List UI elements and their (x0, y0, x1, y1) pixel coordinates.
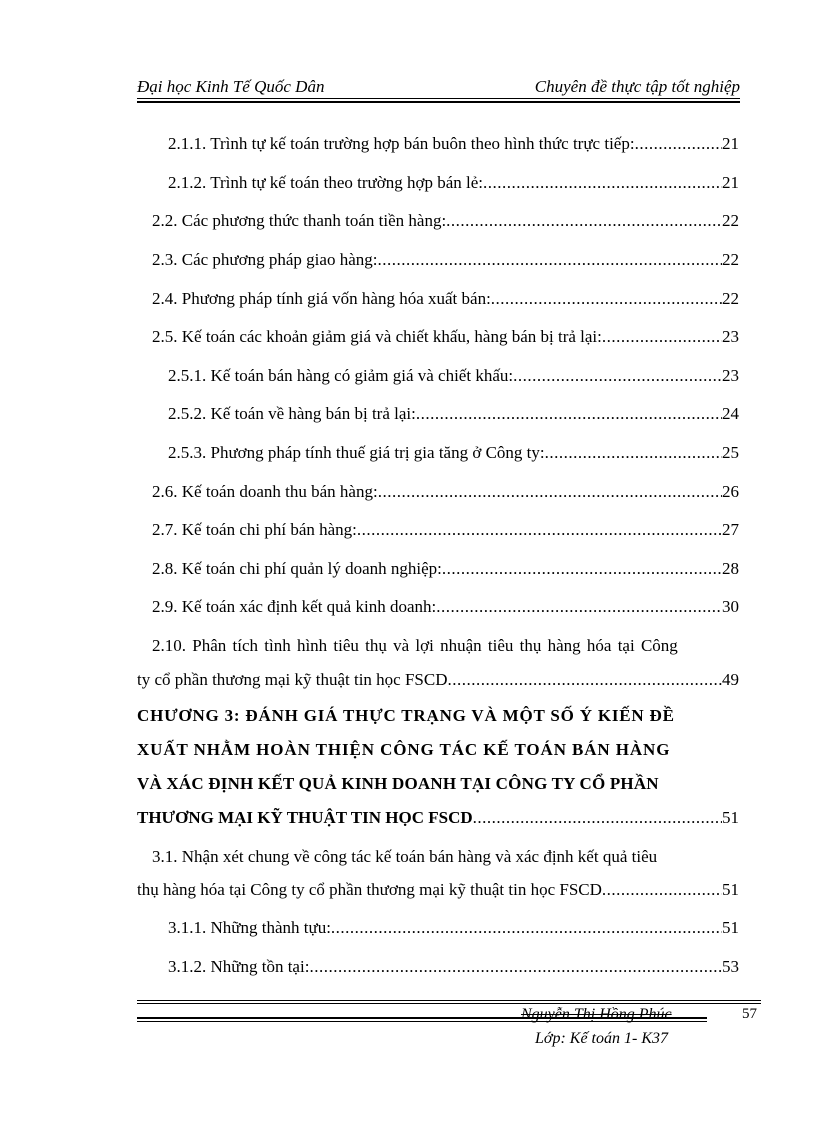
toc-entry-2-6 (152, 482, 739, 502)
toc-entry-title: 3.1.2. Những tồn tại: (168, 957, 310, 976)
toc-entry-title: 2.4. Phương pháp tính giá vốn hàng hóa xuất bán: (152, 289, 491, 308)
toc-leader-dots (635, 134, 722, 154)
toc-entry-title: 2.3. Các phương pháp giao hàng: (152, 250, 378, 269)
toc-leader-dots (378, 482, 722, 502)
toc-entry-title: 2.5.3. Phương pháp tính thuế giá trị gia tăng ở Công ty: (168, 443, 545, 462)
toc-entry-2-5-2 (168, 404, 739, 424)
toc-page-number: 28 (722, 559, 739, 578)
toc-leader-dots (442, 559, 722, 579)
header-rule (137, 98, 740, 99)
toc-entry-title: 3.1.1. Những thành tựu: (168, 918, 331, 937)
toc-leader-dots (416, 404, 722, 424)
toc-entry-title: 2.5.2. Kế toán về hàng bán bị trả lại: (168, 404, 416, 423)
toc-leader-dots (357, 520, 722, 540)
toc-page-number: 30 (722, 597, 739, 616)
toc-entry-title: 2.1.2. Trình tự kế toán theo trường hợp bán lẻ: (168, 173, 483, 192)
toc-page-number: 21 (722, 134, 739, 153)
toc-entry-2-9 (152, 597, 739, 617)
toc-entry-2-8 (152, 559, 739, 579)
toc-entry-3-1-line1: 3.1. Nhận xét chung về công tác kế toán bán hàng và xác định kết quả tiêu (152, 847, 658, 866)
toc-leader-dots (602, 880, 722, 900)
toc-page-number: 53 (722, 957, 739, 976)
chapter-3-heading-line3: VÀ XÁC ĐỊNH KẾT QUẢ KINH DOANH TẠI CÔNG TY CỔ PHẦN (137, 774, 659, 793)
page-header (137, 74, 740, 98)
toc-page-number: 23 (722, 366, 739, 385)
toc-entry-2-5-1 (168, 366, 739, 386)
toc-leader-dots (483, 173, 722, 193)
toc-page-number: 26 (722, 482, 739, 501)
toc-entry-3-1-line2 (137, 880, 739, 900)
toc-entry-title: 2.5.1. Kế toán bán hàng có giảm giá và chiết khấu: (168, 366, 514, 385)
toc-page-number: 27 (722, 520, 739, 539)
toc-leader-dots (448, 670, 723, 690)
toc-entry-title: 2.7. Kế toán chi phí bán hàng: (152, 520, 357, 539)
header-rule-thick (137, 101, 740, 103)
toc-page-number: 51 (722, 880, 739, 899)
toc-leader-dots (545, 443, 722, 463)
toc-entry-title: THƯƠNG MẠI KỸ THUẬT TIN HỌC FSCD (137, 808, 473, 827)
toc-entry-2-7 (152, 520, 739, 540)
toc-entry-2-10-line2 (137, 670, 739, 690)
toc-entry-title: 2.1.1. Trình tự kế toán trường hợp bán buôn theo hình thức trực tiếp: (168, 134, 635, 153)
toc-leader-dots (602, 327, 722, 347)
chapter-3-heading-line2: XUẤT NHẰM HOÀN THIỆN CÔNG TÁC KẾ TOÁN BÁN HÀNG (137, 740, 671, 759)
toc-page-number: 23 (722, 327, 739, 346)
toc-page-number: 21 (722, 173, 739, 192)
toc-leader-dots (513, 366, 722, 386)
toc-leader-dots (377, 250, 722, 270)
chapter-3-heading-line4 (137, 808, 739, 828)
header-report-title: Chuyên đề thực tập tốt nghiệp (534, 77, 740, 96)
toc-page-number: 22 (722, 289, 739, 308)
toc-entry-2-1-2 (168, 173, 739, 193)
toc-entry-2-1-1 (168, 134, 739, 154)
toc-entry-2-4 (152, 289, 739, 309)
toc-entry-3-1-2 (168, 957, 739, 977)
toc-page-number: 49 (722, 670, 739, 689)
footer-author-name: Nguyễn Thị Hồng Phúc (521, 1006, 672, 1023)
toc-page-number: 22 (722, 211, 739, 230)
toc-entry-2-5 (152, 327, 739, 347)
toc-entry-title: 2.5. Kế toán các khoản giảm giá và chiết khấu, hàng bán bị trả lại: (152, 327, 602, 346)
toc-entry-3-1-1 (168, 918, 739, 938)
toc-leader-dots (473, 808, 722, 828)
toc-leader-dots (436, 597, 722, 617)
toc-entry-title: 2.6. Kế toán doanh thu bán hàng: (152, 482, 378, 501)
toc-leader-dots (446, 211, 722, 231)
toc-entry-title: thụ hàng hóa tại Công ty cổ phần thương mại kỹ thuật tin học FSCD (137, 880, 602, 899)
toc-entry-title: 2.2. Các phương thức thanh toán tiền hàng: (152, 211, 447, 230)
toc-leader-dots (491, 289, 722, 309)
toc-page-number: 25 (722, 443, 739, 462)
chapter-3-heading-line1: CHƯƠNG 3: ĐÁNH GIÁ THỰC TRẠNG VÀ MỘT SỐ Ý KIẾN ĐỀ (137, 706, 675, 725)
toc-entry-title: ty cổ phần thương mại kỹ thuật tin học FSCD (137, 670, 448, 689)
toc-entry-title: 2.8. Kế toán chi phí quản lý doanh nghiệp: (152, 559, 442, 578)
toc-page-number: 51 (722, 918, 739, 937)
toc-page-number: 51 (722, 808, 739, 827)
toc-entry-2-3 (152, 250, 739, 270)
toc-entry-2-5-3 (168, 443, 739, 463)
toc-page-number: 24 (722, 404, 739, 423)
toc-page-number: 22 (722, 250, 739, 269)
toc-leader-dots (309, 957, 722, 977)
header-university: Đại học Kinh Tế Quốc Dân (137, 77, 325, 96)
toc-entry-2-10-line1: 2.10. Phân tích tình hình tiêu thụ và lợi nhuận tiêu thụ hàng hóa tại Công (152, 636, 678, 655)
footer-page-number: 57 (742, 1006, 757, 1022)
toc-leader-dots (331, 918, 722, 938)
footer-class: Lớp: Kế toán 1- K37 (535, 1030, 668, 1047)
toc-entry-title: 2.9. Kế toán xác định kết quả kinh doanh: (152, 597, 437, 616)
toc-entry-2-2 (152, 211, 739, 231)
